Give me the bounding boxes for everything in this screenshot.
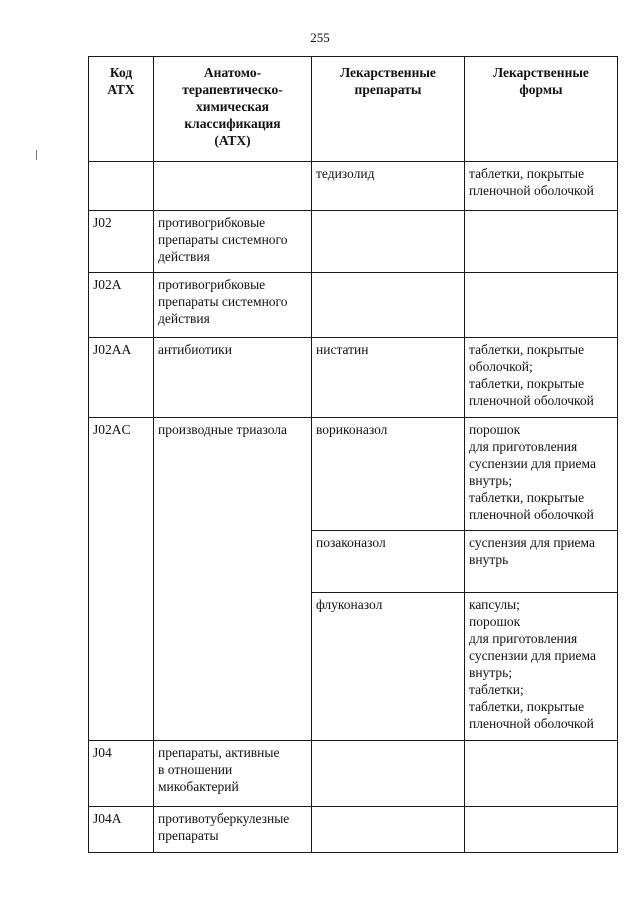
code-cell: J04 bbox=[89, 741, 154, 807]
classification-cell: производные триазола bbox=[154, 418, 312, 531]
drug-cell: флуконазол bbox=[312, 593, 465, 741]
code-cell bbox=[89, 531, 154, 593]
table-row bbox=[89, 593, 618, 741]
classification-cell: антибиотики bbox=[154, 338, 312, 418]
drug-cell bbox=[312, 273, 465, 338]
forms-cell bbox=[465, 741, 618, 807]
drug-cell: вориконазол bbox=[312, 418, 465, 531]
drug-cell bbox=[312, 807, 465, 853]
forms-cell: суспензия для приема внутрь bbox=[465, 531, 618, 593]
code-cell: J02 bbox=[89, 211, 154, 273]
header-drugs: Лекарственные препараты bbox=[312, 57, 465, 162]
header-classification: Анатомо- терапевтическо- химическая классификация (АТХ) bbox=[154, 57, 312, 162]
margin-mark bbox=[36, 150, 37, 160]
code-cell: J04A bbox=[89, 807, 154, 853]
table-row bbox=[89, 807, 618, 853]
forms-cell bbox=[465, 807, 618, 853]
classification-cell: противогрибковые препараты системного действия bbox=[154, 273, 312, 338]
table-row bbox=[89, 162, 618, 211]
table-row bbox=[89, 211, 618, 273]
forms-cell: порошок для приготовления суспензии для приема внутрь; таблетки, покрытые пленочной оболочкой bbox=[465, 418, 618, 531]
forms-cell: таблетки, покрытые оболочкой; таблетки, покрытые пленочной оболочкой bbox=[465, 338, 618, 418]
code-cell: J02AC bbox=[89, 418, 154, 531]
forms-cell bbox=[465, 211, 618, 273]
classification-cell: противотуберкулезные препараты bbox=[154, 807, 312, 853]
classification-cell bbox=[154, 593, 312, 741]
classification-cell bbox=[154, 531, 312, 593]
forms-cell: капсулы; порошок для приготовления суспензии для приема внутрь; таблетки; таблетки, покрытые пленочной оболочкой bbox=[465, 593, 618, 741]
header-code: Код АТХ bbox=[89, 57, 154, 162]
header-row bbox=[89, 57, 618, 162]
atx-table bbox=[88, 56, 618, 853]
classification-cell bbox=[154, 162, 312, 211]
code-cell: J02AA bbox=[89, 338, 154, 418]
table-row bbox=[89, 338, 618, 418]
code-cell bbox=[89, 593, 154, 741]
table-row bbox=[89, 531, 618, 593]
header-forms: Лекарственные формы bbox=[465, 57, 618, 162]
drug-cell: позаконазол bbox=[312, 531, 465, 593]
code-cell: J02A bbox=[89, 273, 154, 338]
page-number: 255 bbox=[310, 30, 330, 45]
drug-cell: тедизолид bbox=[312, 162, 465, 211]
forms-cell bbox=[465, 273, 618, 338]
classification-cell: препараты, активные в отношении микобактерий bbox=[154, 741, 312, 807]
drug-cell bbox=[312, 741, 465, 807]
drug-cell: нистатин bbox=[312, 338, 465, 418]
drug-cell bbox=[312, 211, 465, 273]
table-row bbox=[89, 418, 618, 531]
classification-cell: противогрибковые препараты системного действия bbox=[154, 211, 312, 273]
forms-cell: таблетки, покрытые пленочной оболочкой bbox=[465, 162, 618, 211]
table-row bbox=[89, 273, 618, 338]
code-cell bbox=[89, 162, 154, 211]
table-row bbox=[89, 741, 618, 807]
